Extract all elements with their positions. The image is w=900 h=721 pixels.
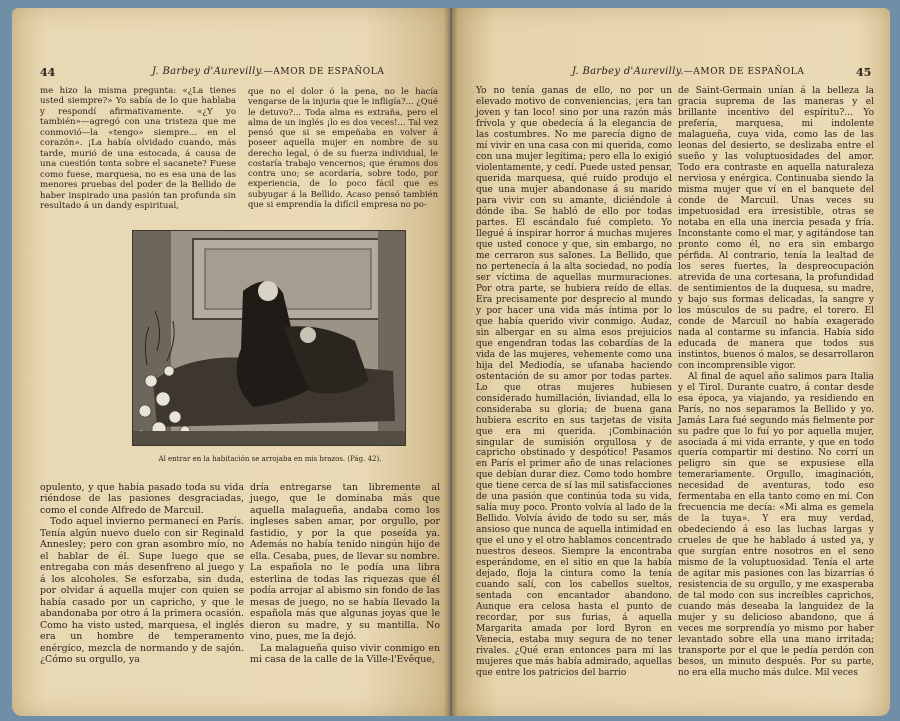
paragraph: Yo no tenía ganas de ello, no por un elevado motivo de conveniencias, ¡era tan joven y tan loco! sino por una razón más frívola y que obedecía á la elegancia de las costumbres. No me parecía digno de mí vivir en una casa con mi querida, como con una mujer legítima; pero ella lo exigió violentamente, y cedí. Puede usted pensar, querida marquesa, qué ruido produjo el que una mujer abandonase á su marido para vivir con su amante, diciéndole á dónde iba. Se habló de ello por todas partes. El escándalo fué completo. Yo llegué á inspirar horror á muchas mujeres que usted conoce y que, sin embargo, no me cerraron sus salones. La Bellido, que no pertenecía á la alta sociedad, no podía ser víctima de aquellas murmuraciones. Por otra parte, se hubiera reído de ellas. Era precisamente por desprecio al mundo y por hacer una vida más íntima por lo que había querido vivir conmigo. Audaz, sin albergar en su alma esos prejuicios que engendran todas las cobardías de la vida de las mujeres, vehemente como una hija del Mediodía, se ufanaba haciendo ostentación de su amor por todas partes. Lo que otras mujeres hubiesen considerado humillación, liviandad, ella lo consideraba su gloria; de buena gana hubiera escrito en sus tarjetas de visita que era mi querida. ¡Combinación singular de sumisión orgullosa y de capricho obstinado y despótico! Pasamos en París el primer año de unas relaciones que debían durar diez. Como todo hombre que tiene cerca de sí las mil satisfacciones de una pasión que continúa toda su vida, salía muy poco. Pronto volvía al lado de la Bellido. Volvía ávido de todo su ser, más ansioso que nunca de aquella intimidad en que el uno y el otro hablamos concentrado nuestros deseos. Siempre la encontraba esperándome, en el sitio en que la había dejado, floja la cintura como la tenía cuando salí, con los cabellos sueltos, sentada con encantador abandono. Aunque era celosa hasta el punto de recordar, por sus furias, á aquella Margarita amada por lord Byron en Venecia, estaba muy segura de no tener rivales. ¿Qué eran entonces para mí las mujeres que más había admirado, aquellas que entre los patricios del barrio bbox=[476, 86, 672, 679]
paragraph: que no el dolor ó la pena, no le hacía vengarse de la injuria que le infligía?... ¿Qué le detuvo?... Toda alma es extraña, pero el alma de un inglés ¡lo es dos veces!... Tal vez pensó que si se empeñaba en volver á poseer aquella mujer en nombre de su derecho legal, ó de su fuerza individual, le costaría trabajo vencernos; que éramos dos contra uno; se acordaría, sobre todo, por experiencia, de lo poco fácil que es subyugar á la Bellido. Acaso pensó también que si emprendía la difícil empresa no po- bbox=[248, 86, 438, 209]
running-head-author: J. Barbey d'Aurevilly. bbox=[572, 66, 684, 77]
text-column-bottom-right bbox=[250, 482, 440, 682]
text-column-top-left bbox=[40, 86, 236, 216]
paragraph: Al final de aquel año salimos para Italia y el Tirol. Durante cuatro, á contar desde esa época, ya viajando, ya residiendo en París, no nos separamos la Bellido y yo. Jamás Lara fué segundo más fielmente por su padre que lo fuí yo por aquella mujer, asociada á mi vida errante, y que en todo quería compartir mi destino. No corrí un peligro sin que se expusiese ella temerariamente. Orgullo, imaginación, necesidad de aventuras, todo eso fermentaba en ella tanto como en mí. Con frecuencia me decía: «Mi alma es gemela de la tuya». Y era muy verdad, obedeciendo á eso las luchas largas y crueles de que he hablado á usted ya, y que surgían entre nosotros en el seno mismo de la voluptuosidad. Tenía el arte de agitar mis pasiones con las bizarrías ó resistencia de su orgullo, y me exasperaba de tal modo con sus increíbles caprichos, cuando más deseaba la languidez de la mujer y su delicioso abandono, que á veces me sorprendía yo mismo por haber levantado sobre ella una mano irritada; transporte por el que le pedía perdón con besos, un minuto después. Por su parte, no era ella mucho más dulce. Mil veces bbox=[678, 371, 874, 679]
left-page bbox=[12, 8, 450, 716]
paragraph: de Saint-Germain unían á la belleza la gracia suprema de las maneras y el brillante incentivo del espíritu?... Yo prefería, marquesa, mi indolente malagueña, cuya vida, como las de las leonas del desierto, se deslizaba entre el sueño y las voluptuosidades del amor. Todo era contraste en aquella naturaleza nerviosa y enérgica. Continuaba siendo la misma mujer que ví en el banquete del conde de Marcuil. Unas veces su impetuosidad era irresistible, otras se notaba en ella una inercia pesada y fría. Inconstante como el mar, y agitándose tan pronto como él, no era sin embargo pérfida. Al contrario, tenía la lealtad de los seres fuertes, la despreocupación atrevida de una cortesana, la profundidad de sentimientos de la duquesa, su madre, y bajo sus formas delicadas, la sangre y los músculos de su padre, el torero. El conde de Marcuil no había exagerado nada al contarme su infancia. Había sido educada de manera que todos sus instintos, buenos ó malos, se desarrollaron con incomprensible vigor. bbox=[678, 86, 874, 371]
page-number: 44 bbox=[40, 66, 56, 79]
text-column-top-right bbox=[248, 86, 438, 216]
text-column-right bbox=[678, 86, 874, 696]
running-head-title: —AMOR DE ESPAÑOLA bbox=[683, 67, 805, 77]
engraving-picture bbox=[133, 231, 405, 445]
page-number: 45 bbox=[856, 66, 872, 79]
paragraph: opulento, y que había pasado toda su vida riéndose de las pasiones desgraciadas, como el conde Alfredo de Marcuil. bbox=[40, 482, 244, 516]
paragraph: dría entregarse tan libremente al juego, que le dominaba más que aquella malagueña, andaba como los ingleses saben amar, por orgullo, por fastidio, y por la que poseída ya. Además no había tenido ningún hijo de ella. Cesaba, pues, de llevar su nombre. La española no le podía una libra esterlina de todas las riquezas que él podía arrojar al abismo sin fondo de las mesas de juego, no se había llevado la española más que algunas joyas que le dieron su madre, y su mantilla. No vino, pues, me la dejó. bbox=[250, 482, 440, 643]
paragraph: me hizo la misma pregunta: «¿La tienes usted siempre?» Yo sabía de lo que hablaba y respondí afirmativamente. «¿Y yo también»—agregó con una tristeza que me conmovió—la «tengo» siempre... en el corazón». ¡La había olvidado cuando, más tarde, murió de una estocada, á causa de una cuestión tonta sobre el sacanete? Fuese como fuese, marquesa, no es esa una de las menores pruebas del poder de la Bellido de haber inspirado una pasión tan profunda sin resultado á un dandy espiritual, bbox=[40, 86, 236, 212]
text-column-left bbox=[476, 86, 672, 696]
paragraph: La malagueña quiso vivir conmigo en mi casa de la calle de la Ville-l'Evêque, bbox=[250, 642, 440, 666]
paragraph: Todo aquel invierno permanecí en París. Tenía algún nuevo duelo con sir Reginald Annesley; pero con gran asombro mío, no el hablar de él. Supe luego que se entregaba con más desenfreno al juego y á los alcoholes. Se esforzaba, sin duda, por olvidar á aquella mujer con quien se había casado por un capricho, y que le abandonaba por otro á la primera ocasión. Como ha visto usted, marquesa, el inglés era un hombre de temperamento enérgico, mezcla de normando y de sajón. ¿Cómo su orgullo, ya bbox=[40, 516, 244, 666]
illustration bbox=[132, 230, 406, 446]
running-head bbox=[152, 66, 384, 77]
running-head-author: J. Barbey d'Aurevilly. bbox=[152, 66, 264, 77]
open-book bbox=[12, 8, 892, 716]
running-head bbox=[572, 66, 804, 77]
right-page bbox=[452, 8, 890, 716]
book-gutter bbox=[444, 8, 458, 716]
figure-caption: Al entrar en la habitación se arrojaba en mis brazos. (Pág. 42). bbox=[158, 455, 382, 463]
running-head-title: —AMOR DE ESPAÑOLA bbox=[263, 67, 385, 77]
text-column-bottom-left bbox=[40, 482, 244, 682]
